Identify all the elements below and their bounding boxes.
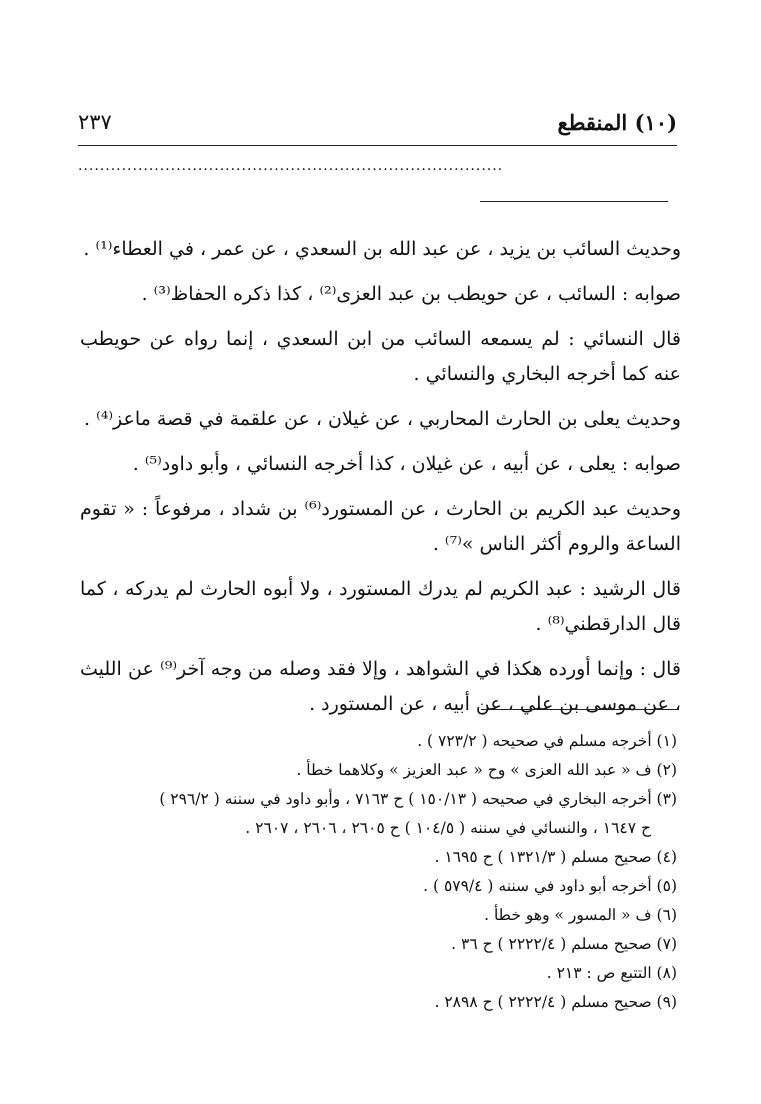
chapter-title: (١٠) المنقطع: [557, 110, 677, 135]
footnote: (٣) أخرجه البخاري في صحيحه ( ١٥٠/١٣ ) ح ٧١٦٣ ، وأبو داود في سننه ( ٢٩٦/٢ ): [159, 790, 677, 808]
paragraph: وحديث عبد الكريم بن الحارث ، عن المستورد⁽⁶⁾ بن شداد ، مرفوعاً : « تقوم الساعة والروم أكثر الناس »⁽⁷⁾ .: [80, 498, 682, 555]
footnotes: [80, 727, 677, 1017]
footnote: (١) أخرجه مسلم في صحيحه ( ٧٢٣/٢ ) .: [417, 732, 677, 750]
footnote: (٥) أخرجه أبو داود في سننه ( ٥٧٩/٤ ) .: [423, 877, 677, 895]
main-text: [80, 232, 681, 732]
header-rule: [78, 145, 677, 146]
section-rule: [480, 201, 668, 202]
paragraph: وحديث يعلى بن الحارث المحاربي ، عن غيلان ، عن علقمة في قصة ماعز⁽⁴⁾ .: [83, 408, 681, 430]
paragraph: وحديث السائب بن يزيد ، عن عبد الله بن السعدي ، عن عمر ، في العطاء⁽¹⁾ .: [83, 238, 681, 260]
footnote: (٩) صحيح مسلم ( ٢٢٢٢/٤ ) ح ٢٨٩٨ .: [434, 993, 677, 1011]
dotted-separator: ..............................................................................: [78, 158, 504, 174]
footnote-continuation: ح ١٦٤٧ ، والنسائي في سننه ( ١٠٤/٥ ) ح ٢٦٠٥ ، ٢٦٠٦ ، ٢٦٠٧ .: [245, 819, 651, 837]
page-header: [78, 110, 677, 144]
paragraph: صوابه : يعلى ، عن أبيه ، عن غيلان ، كذا أخرجه النسائي ، وأبو داود⁽⁵⁾ .: [132, 453, 681, 475]
paragraph: صوابه : السائب ، عن حويطب بن عبد العزى⁽²⁾ ، كذا ذكره الحفاظ⁽³⁾ .: [141, 283, 681, 305]
paragraph: قال : وإنما أورده هكذا في الشواهد ، وإلا فقد وصله من وجه آخر⁽⁹⁾ عن الليث ، عن موسى بن علي ، عن أبيه ، عن المستورد .: [80, 658, 681, 715]
footnote: (٨) التتبع ص : ٢١٣ .: [546, 964, 677, 982]
footnote-rule: [481, 709, 679, 710]
paragraph: قال الرشيد : عبد الكريم لم يدرك المستورد ، ولا أبوه الحارث لم يدركه ، كما قال الدارقطني⁽⁸⁾ .: [80, 578, 681, 635]
footnote: (٤) صحيح مسلم ( ١٣٢١/٣ ) ح ١٦٩٥ .: [434, 848, 677, 866]
footnote: (٢) ف « عبد الله العزى » وح « عبد العزيز » وكلاهما خطأ .: [296, 761, 677, 779]
footnote: (٦) ف « المسور » وهو خطأ .: [484, 906, 677, 924]
paragraph: قال النسائي : لم يسمعه السائب من ابن السعدي ، إنما رواه عن حويطب عنه كما أخرجه البخاري والنسائي .: [80, 328, 681, 385]
page-number: ٢٣٧: [78, 110, 112, 134]
footnote: (٧) صحيح مسلم ( ٢٢٢٢/٤ ) ح ٣٦ .: [451, 935, 677, 953]
